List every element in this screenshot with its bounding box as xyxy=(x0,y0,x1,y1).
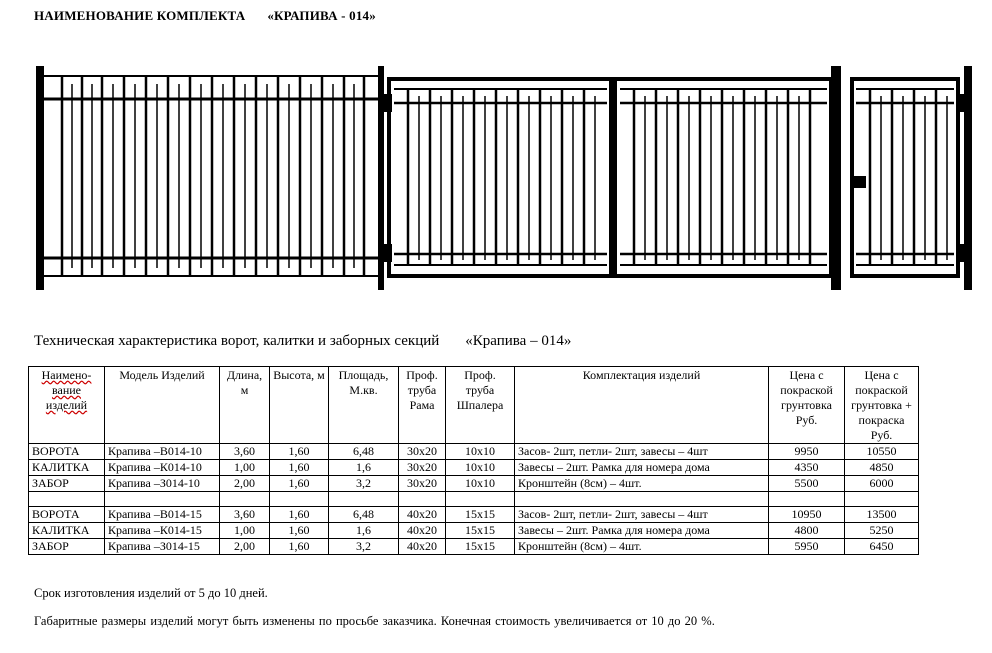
table-cell: ЗАБОР xyxy=(29,476,105,492)
table-cell: 1,00 xyxy=(220,523,270,539)
table-cell: 5500 xyxy=(769,476,845,492)
table-row xyxy=(29,507,919,523)
table-cell: Завесы – 2шт. Рамка для номера дома xyxy=(515,523,769,539)
gate-leaf-left xyxy=(389,79,611,276)
table-cell: 13500 xyxy=(845,507,919,523)
table-cell: Крапива –В014-15 xyxy=(105,507,220,523)
header-cell: Высота, м xyxy=(270,367,329,444)
table-cell: 1,60 xyxy=(270,539,329,555)
table-caption xyxy=(34,333,571,350)
header-cell: Длина, м xyxy=(220,367,270,444)
table-cell: Кронштейн (8см) – 4шт. xyxy=(515,539,769,555)
table-cell: 1,00 xyxy=(220,460,270,476)
table-cell: 10950 xyxy=(769,507,845,523)
table-cell: Крапива –З014-10 xyxy=(105,476,220,492)
table-cell: Кронштейн (8см) – 4шт. xyxy=(515,476,769,492)
table-cell: 10х10 xyxy=(446,444,515,460)
header-cell: Проф. труба Шпалера xyxy=(446,367,515,444)
header-cell: Комплектация изделий xyxy=(515,367,769,444)
table-cell: Крапива –З014-15 xyxy=(105,539,220,555)
table-cell: 3,60 xyxy=(220,444,270,460)
wicket-gate xyxy=(852,66,972,290)
table-cell: 6450 xyxy=(845,539,919,555)
table-cell: Крапива –К014-10 xyxy=(105,460,220,476)
spec-table xyxy=(28,366,919,555)
header-cell: Проф. труба Рама xyxy=(399,367,446,444)
table-cell: 3,60 xyxy=(220,507,270,523)
table-cell: 3,2 xyxy=(329,476,399,492)
table-cell: 2,00 xyxy=(220,539,270,555)
table-cell: 2,00 xyxy=(220,476,270,492)
table-cell: 10х10 xyxy=(446,460,515,476)
table-cell: КАЛИТКА xyxy=(29,460,105,476)
table-cell: Крапива –В014-10 xyxy=(105,444,220,460)
table-cell: 6,48 xyxy=(329,444,399,460)
table-cell: ВОРОТА xyxy=(29,444,105,460)
table-cell: 5250 xyxy=(845,523,919,539)
table-cell: 1,60 xyxy=(270,476,329,492)
table-cell: Засов- 2шт, петли- 2шт, завесы – 4шт xyxy=(515,507,769,523)
table-cell: 10550 xyxy=(845,444,919,460)
fence-section xyxy=(36,66,392,290)
production-note: Срок изготовления изделий от 5 до 10 дней. xyxy=(34,586,268,600)
table-cell: 15х15 xyxy=(446,523,515,539)
header-cell: Модель Изделий xyxy=(105,367,220,444)
caption-text: Техническая характеристика ворот, калитки и заборных секций xyxy=(34,333,440,349)
table-cell: 4350 xyxy=(769,460,845,476)
gate-leaf-right xyxy=(615,66,841,290)
table-cell: 1,60 xyxy=(270,507,329,523)
header-cell: Площадь, М.кв. xyxy=(329,367,399,444)
table-cell: 6,48 xyxy=(329,507,399,523)
table-cell: 15х15 xyxy=(446,539,515,555)
table-cell: 30х20 xyxy=(399,476,446,492)
table-cell: ЗАБОР xyxy=(29,539,105,555)
table-cell: 10х10 xyxy=(446,476,515,492)
header-cell: Цена с покраской грунтовка + покраска Руб. xyxy=(845,367,919,444)
table-row xyxy=(29,476,919,492)
title-name: «КРАПИВА - 014» xyxy=(267,8,376,23)
spacer-row xyxy=(29,492,919,507)
table-cell: 1,60 xyxy=(270,460,329,476)
table-cell: 4850 xyxy=(845,460,919,476)
header-cell: Цена с покраской грунтовка Руб. xyxy=(769,367,845,444)
table-cell: 6000 xyxy=(845,476,919,492)
table-cell: 40х20 xyxy=(399,507,446,523)
table-cell: 1,60 xyxy=(270,523,329,539)
caption-name: «Крапива – 014» xyxy=(465,333,572,349)
table-cell: 30х20 xyxy=(399,460,446,476)
table-cell: ВОРОТА xyxy=(29,507,105,523)
table-cell: 9950 xyxy=(769,444,845,460)
table-cell: Завесы – 2шт. Рамка для номера дома xyxy=(515,460,769,476)
table-cell: 1,60 xyxy=(270,444,329,460)
table-cell: 4800 xyxy=(769,523,845,539)
table-cell: КАЛИТКА xyxy=(29,523,105,539)
table-row xyxy=(29,460,919,476)
table-cell: 40х20 xyxy=(399,523,446,539)
table-cell: 40х20 xyxy=(399,539,446,555)
table-row xyxy=(29,444,919,460)
table-row xyxy=(29,523,919,539)
table-cell: 1,6 xyxy=(329,523,399,539)
dimensions-note: Габаритные размеры изделий могут быть изменены по просьбе заказчика. Конечная стоимость увеличивается от 10 до 20 %. xyxy=(34,614,715,628)
table-cell: 1,6 xyxy=(329,460,399,476)
table-row xyxy=(29,539,919,555)
table-cell: 15х15 xyxy=(446,507,515,523)
fence-drawing xyxy=(34,64,974,292)
table-cell: 5950 xyxy=(769,539,845,555)
table-cell: 30х20 xyxy=(399,444,446,460)
table-cell: Крапива –К014-15 xyxy=(105,523,220,539)
table-cell: Засов- 2шт, петли- 2шт, завесы – 4шт xyxy=(515,444,769,460)
title-label: НАИМЕНОВАНИЕ КОМПЛЕКТА xyxy=(34,8,246,23)
table-cell: 3,2 xyxy=(329,539,399,555)
header-row xyxy=(29,367,919,444)
header-cell: Наимено-вание изделий xyxy=(29,367,105,444)
document-title xyxy=(34,8,376,24)
